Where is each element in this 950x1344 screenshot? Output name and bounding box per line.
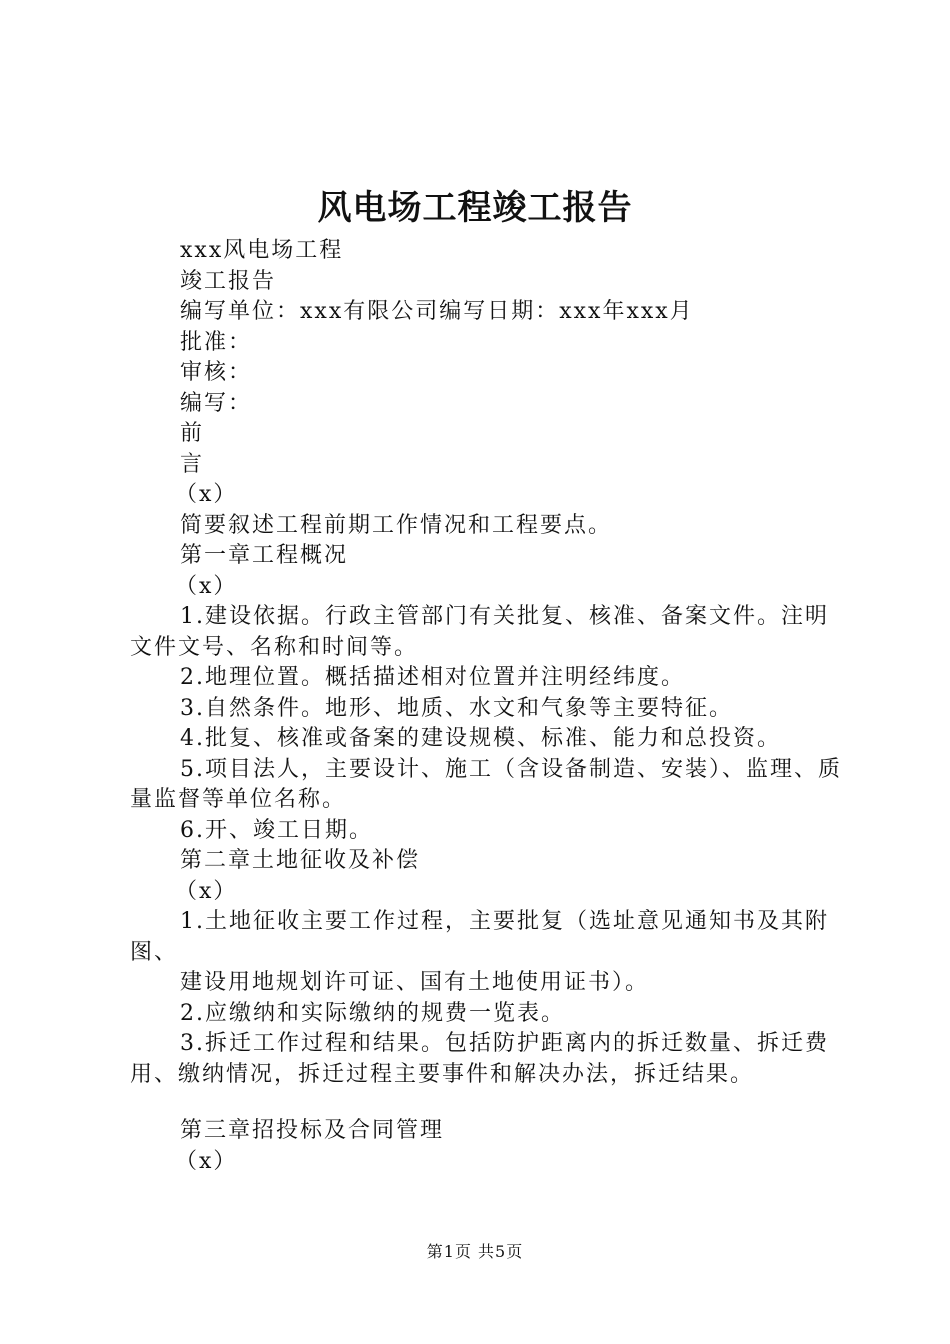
chapter-2-placeholder: （x） xyxy=(175,878,238,904)
author-date-line: 编写单位：xxx有限公司编写日期：xxx年xxx月 xyxy=(180,299,694,324)
preface-text: 简要叙述工程前期工作情况和工程要点。 xyxy=(180,512,613,538)
chapter-1-item-2: 2.地理位置。概括描述相对位置并注明经纬度。 xyxy=(180,665,685,690)
project-name-line: xxx风电场工程 xyxy=(180,238,344,263)
chapter-2-item-2: 2.应缴纳和实际缴纳的规费一览表。 xyxy=(180,1000,565,1026)
chapter-1-heading: 第一章工程概况 xyxy=(180,543,349,568)
chapter-1-item-5: 5.项目法人，主要设计、施工（含设备制造、安装）、监理、质量监督等单位名称。 xyxy=(130,756,842,812)
chapter-2-heading: 第二章土地征收及补偿 xyxy=(180,848,421,873)
report-type-line: 竣工报告 xyxy=(180,268,277,294)
chapter-1-item-1: 1.建设依据。行政主管部门有关批复、核准、备案文件。注明文件文号、名称和时间等。 xyxy=(130,604,829,660)
chapter-2-item-1: 1.土地征收主要工作过程，主要批复（选址意见通知书及其附图、 xyxy=(130,909,829,965)
chapter-1-item-4: 4.批复、核准或备案的建设规模、标准、能力和总投资。 xyxy=(180,726,781,751)
approval-line: 批准： xyxy=(180,329,253,355)
chapter-2-item-1-continued: 建设用地规划许可证、国有土地使用证书）。 xyxy=(180,970,650,995)
preface-placeholder: （x） xyxy=(175,482,238,507)
preface-heading-part2: 言 xyxy=(180,451,205,477)
chapter-1-item-6: 6.开、竣工日期。 xyxy=(180,817,373,843)
chapter-3-placeholder: （x） xyxy=(175,1148,238,1174)
document-body xyxy=(130,236,850,1177)
chapter-1-item-3: 3.自然条件。地形、地质、水文和气象等主要特征。 xyxy=(180,695,733,721)
chapter-3-heading: 第三章招投标及合同管理 xyxy=(180,1118,445,1143)
document-title: 风电场工程竣工报告 xyxy=(317,188,633,228)
preface-heading-part1: 前 xyxy=(180,421,205,446)
paragraph-gap xyxy=(130,1090,850,1116)
writer-line: 编写： xyxy=(180,390,253,416)
page-footer: 第1页 共5页 xyxy=(426,1242,524,1261)
chapter-2-item-3: 3.拆迁工作过程和结果。包括防护距离内的拆迁数量、拆迁费用、缴纳情况，拆迁过程主要事件和解决办法，拆迁结果。 xyxy=(130,1031,829,1087)
chapter-1-placeholder: （x） xyxy=(175,573,238,599)
review-line: 审核： xyxy=(180,360,253,385)
